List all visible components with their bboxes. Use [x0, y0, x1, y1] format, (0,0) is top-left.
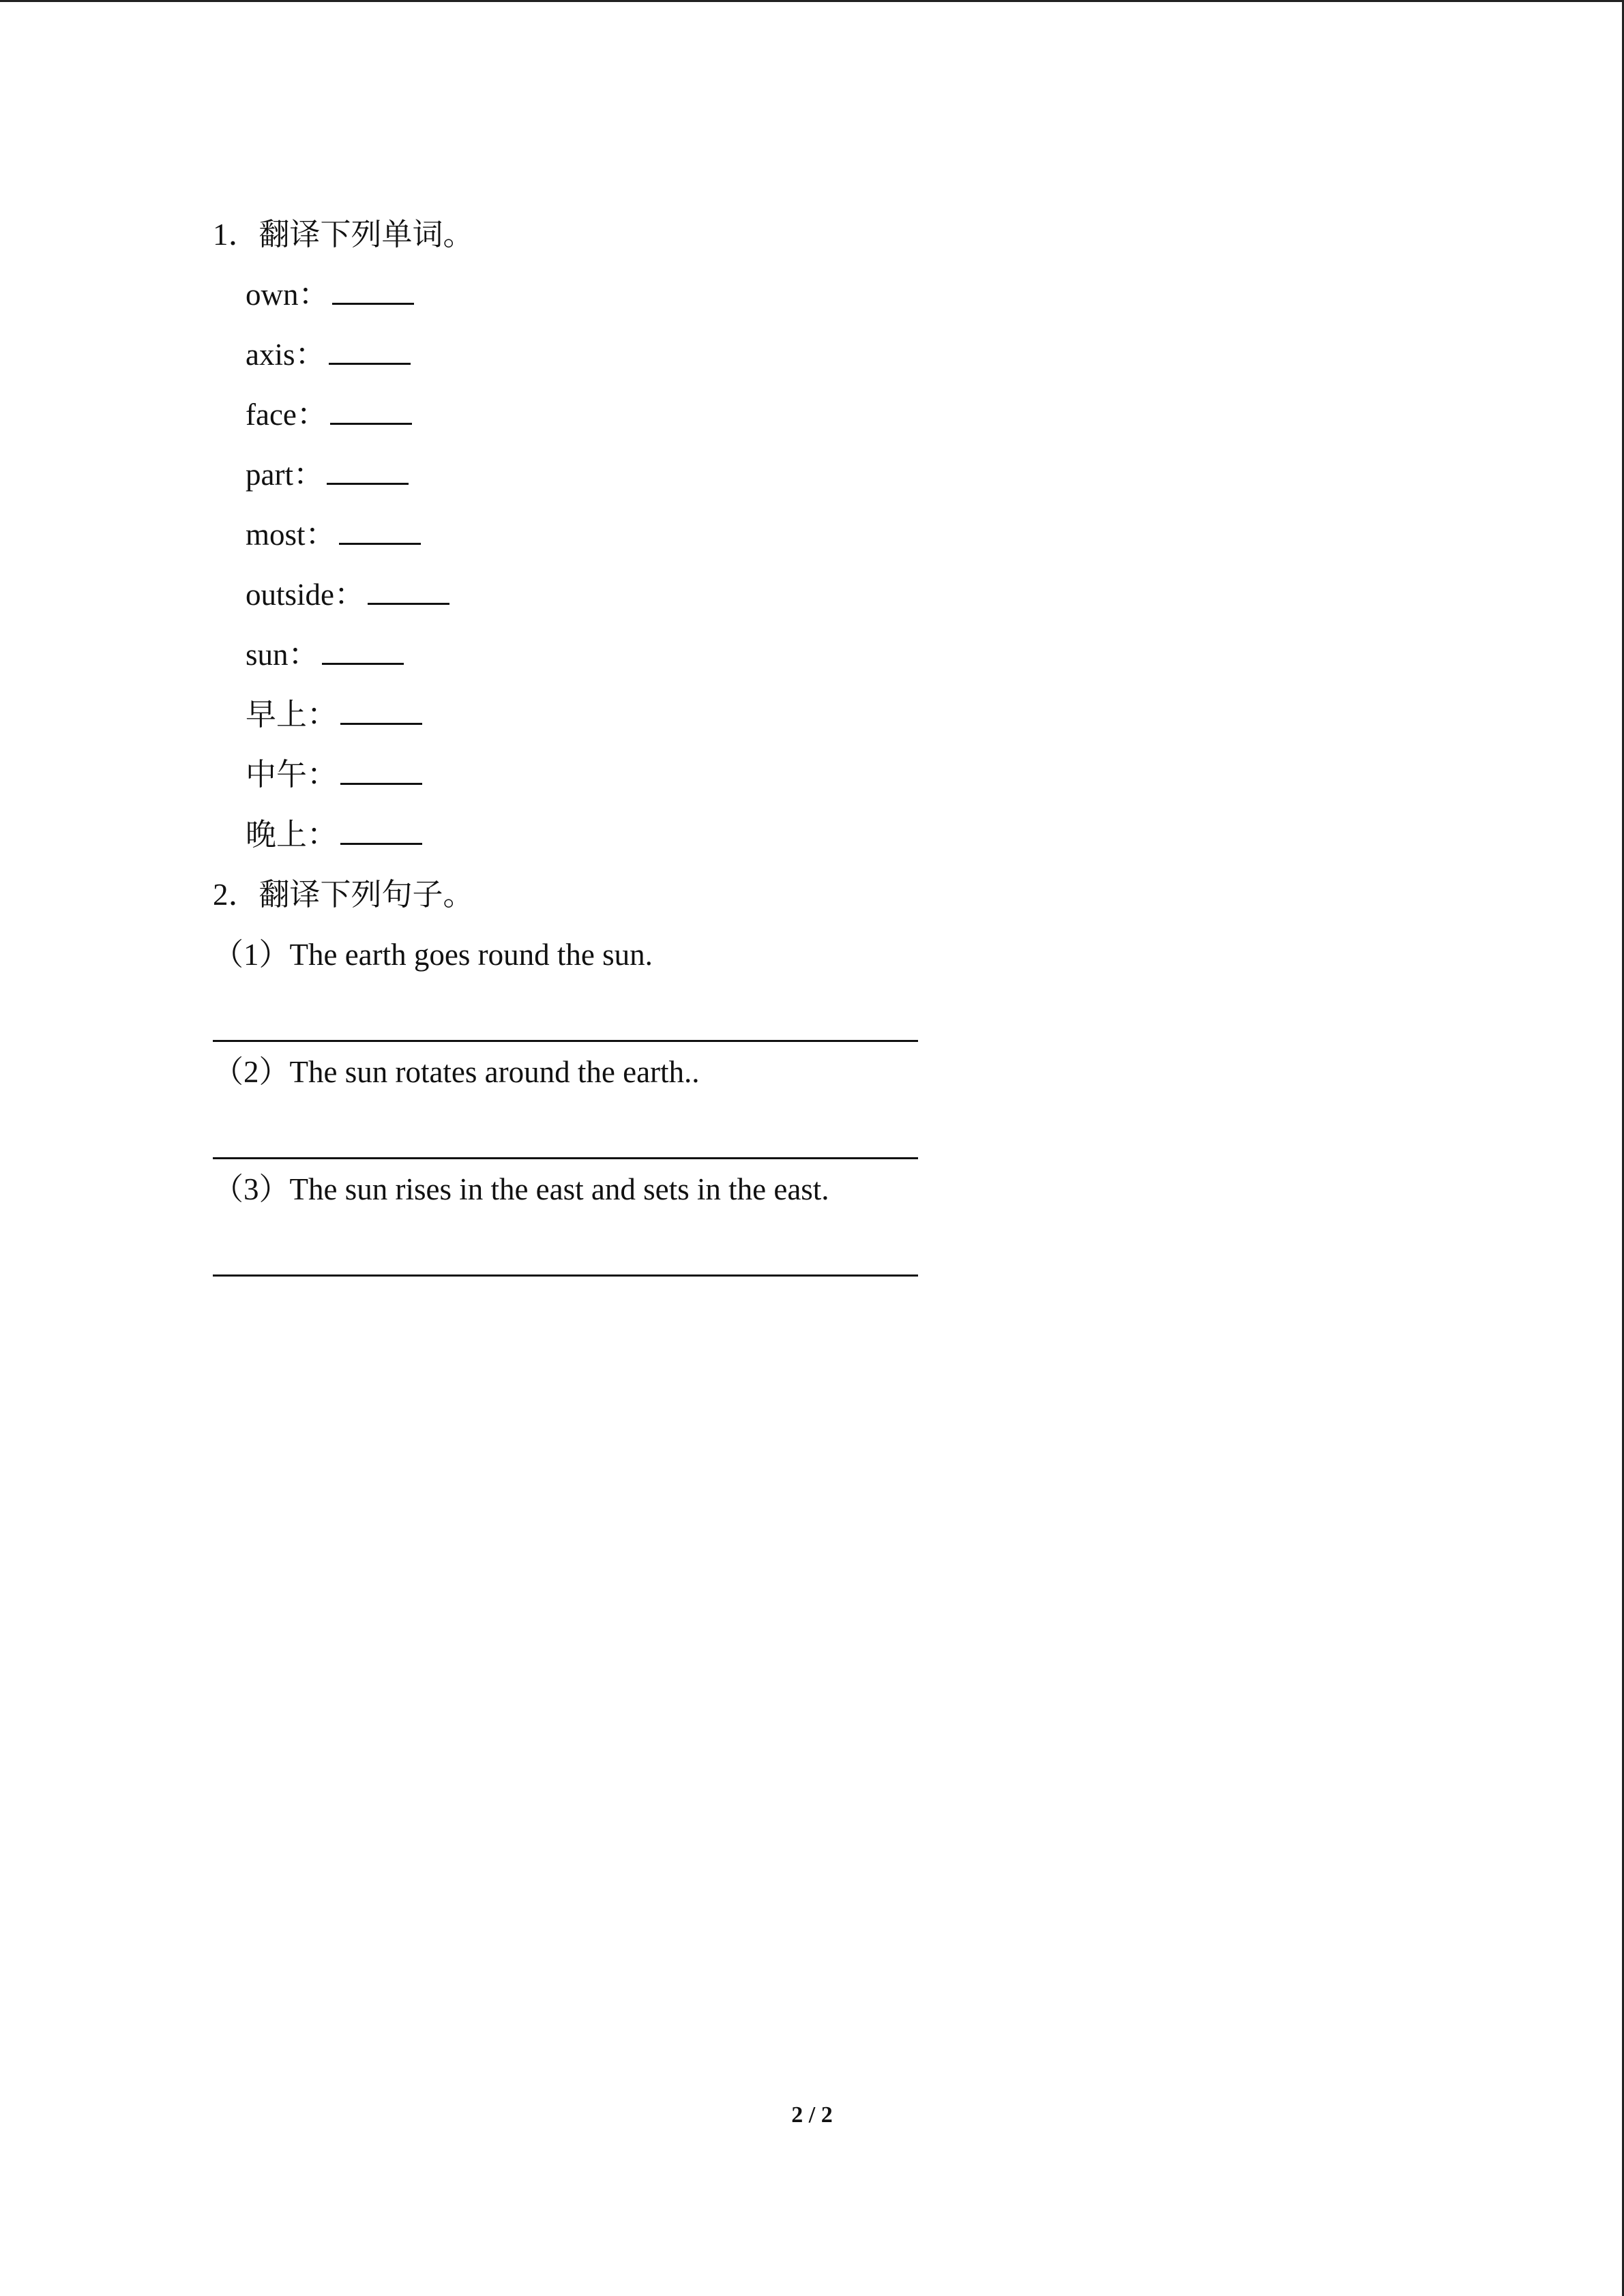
word-item-part: [246, 445, 1441, 505]
word-item-most: [246, 505, 1441, 565]
word-prompt: 早上：: [246, 698, 338, 732]
word-prompt: part：: [246, 458, 324, 492]
answer-blank[interactable]: [329, 337, 411, 365]
sentence-item-3: [213, 1159, 918, 1277]
answer-blank[interactable]: [322, 637, 404, 665]
answer-blank[interactable]: [368, 577, 449, 605]
answer-blank[interactable]: [339, 517, 421, 545]
sentence-item-2: [213, 1042, 918, 1159]
worksheet-content: [213, 205, 1441, 1277]
answer-blank[interactable]: [340, 697, 422, 725]
word-prompt: own：: [246, 278, 329, 312]
answer-blank[interactable]: [340, 757, 422, 785]
word-item-evening: [246, 805, 1441, 865]
answer-line[interactable]: [213, 1102, 918, 1159]
sentence-text: （2）The sun rotates around the earth..: [213, 1055, 700, 1089]
word-prompt: outside：: [246, 578, 365, 612]
word-prompt: 晚上：: [246, 818, 338, 852]
question-1-heading: 1．翻译下列单词。: [213, 218, 474, 252]
sentence-text: （3）The sun rises in the east and sets in the east.: [213, 1172, 829, 1206]
answer-blank[interactable]: [332, 277, 414, 305]
word-item-sun: [246, 625, 1441, 685]
word-item-face: [246, 385, 1441, 445]
word-prompt: sun：: [246, 638, 319, 672]
page-number: 2 / 2: [791, 2102, 833, 2128]
answer-blank[interactable]: [330, 397, 412, 425]
sentence-item-1: [213, 925, 918, 1042]
word-translation-list: [213, 265, 1441, 865]
question-2-heading: 2．翻译下列句子。: [213, 878, 474, 912]
word-item-axis: [246, 325, 1441, 385]
word-prompt: axis：: [246, 338, 326, 372]
answer-line[interactable]: [213, 1219, 918, 1277]
word-prompt: face：: [246, 398, 327, 432]
sentence-text: （1）The earth goes round the sun.: [213, 938, 653, 972]
word-prompt: 中午：: [246, 758, 338, 792]
answer-line[interactable]: [213, 985, 918, 1042]
word-item-outside: [246, 565, 1441, 625]
answer-blank[interactable]: [340, 817, 422, 845]
word-item-own: [246, 265, 1441, 325]
word-item-noon: [246, 745, 1441, 805]
word-prompt: most：: [246, 518, 336, 552]
word-item-morning: [246, 685, 1441, 745]
answer-blank[interactable]: [327, 457, 409, 485]
